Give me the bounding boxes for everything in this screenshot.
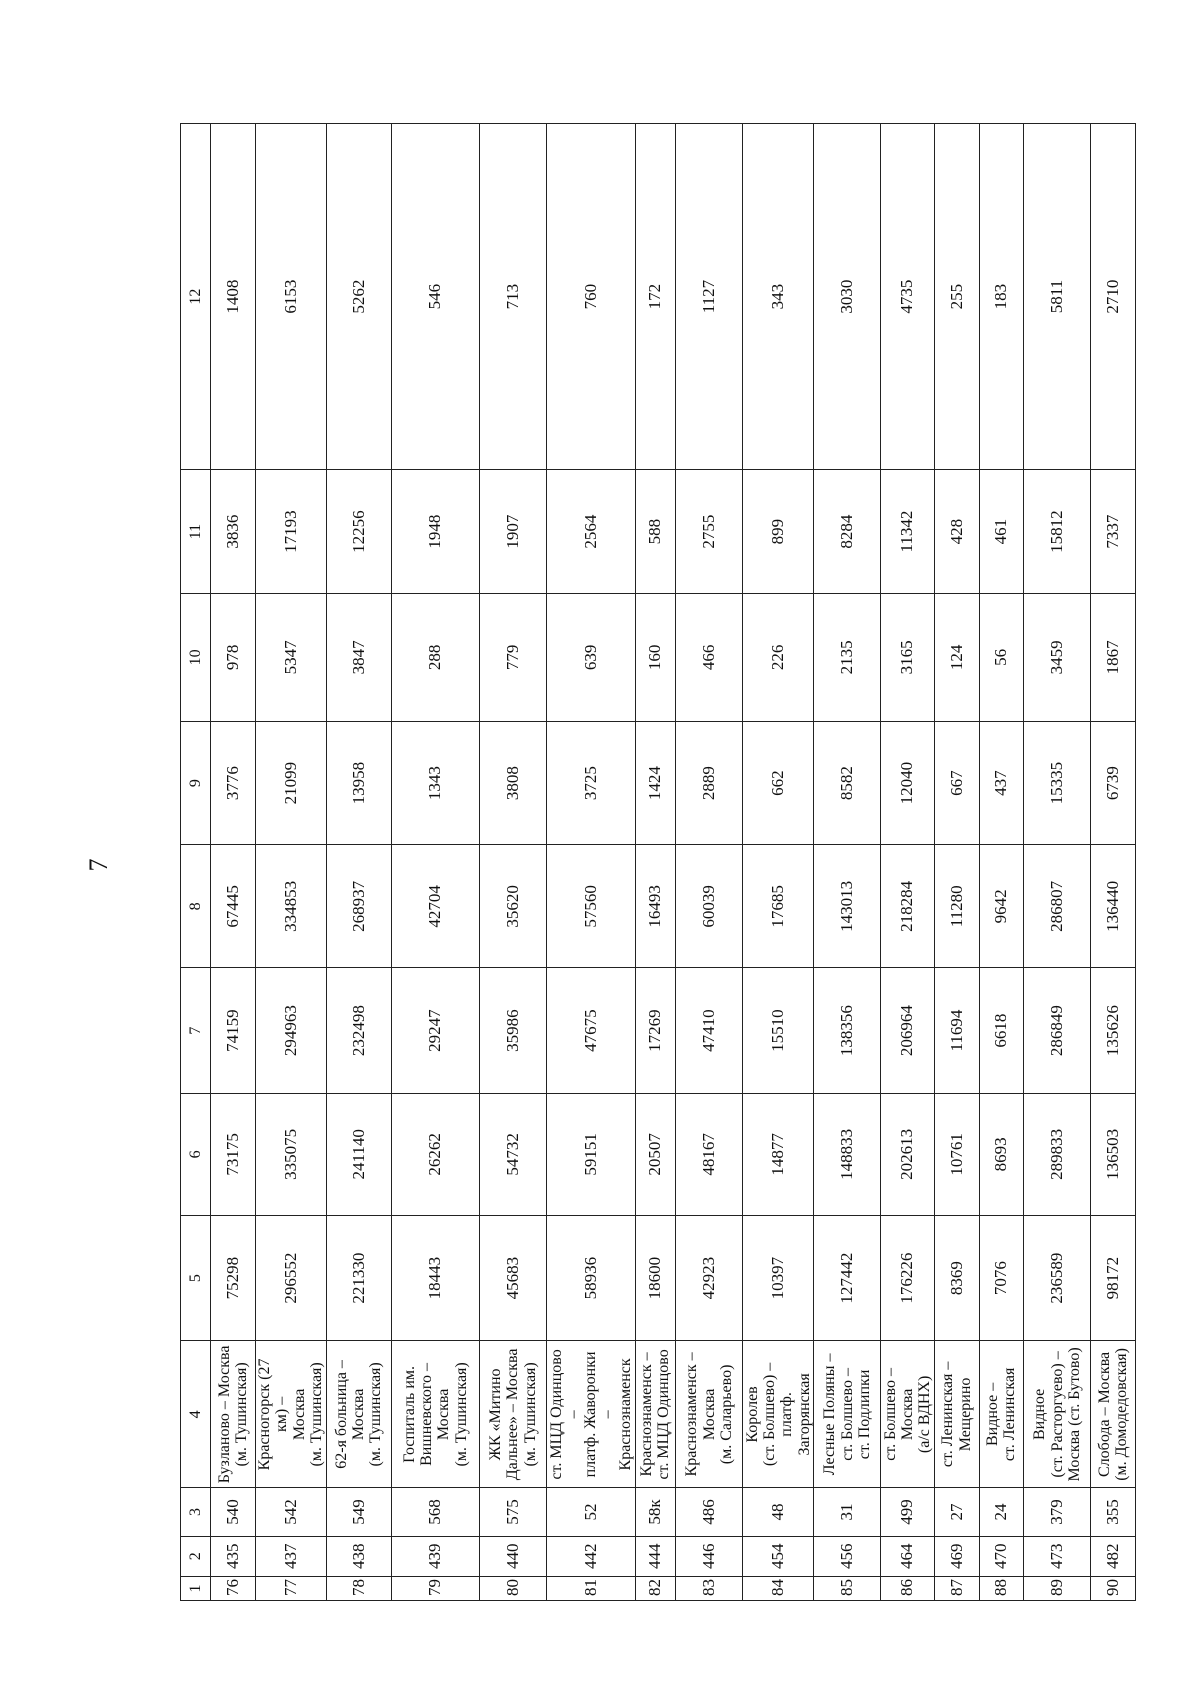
table-cell: 473 — [1024, 1536, 1091, 1576]
table-cell: 17685 — [743, 845, 814, 968]
table-cell: 3836 — [211, 470, 256, 594]
table-body — [211, 124, 1136, 1601]
column-header-2: 2 — [181, 1536, 211, 1576]
table-row — [814, 124, 881, 1601]
table-cell: 1343 — [391, 721, 479, 845]
table-cell: 3847 — [326, 593, 391, 721]
table-row — [480, 124, 547, 1601]
table-cell: 469 — [934, 1536, 979, 1576]
table-cell: 444 — [635, 1536, 676, 1576]
column-header-3: 3 — [181, 1488, 211, 1536]
table-cell: 82 — [635, 1576, 676, 1600]
column-header-8: 8 — [181, 845, 211, 968]
table-row — [676, 124, 743, 1601]
table-cell: 437 — [979, 721, 1024, 845]
table-cell: 202613 — [881, 1093, 935, 1215]
table-cell: 343 — [743, 124, 814, 470]
table-cell: 438 — [326, 1536, 391, 1576]
table-cell: 42704 — [391, 845, 479, 968]
table-cell: 286807 — [1024, 845, 1091, 968]
table-row — [391, 124, 479, 1601]
table-cell: 294963 — [255, 968, 326, 1094]
table-cell: 138356 — [814, 968, 881, 1094]
table-cell: 26262 — [391, 1093, 479, 1215]
table-cell: 206964 — [881, 968, 935, 1094]
column-header-5: 5 — [181, 1215, 211, 1341]
table-cell: 428 — [934, 470, 979, 594]
table-cell: 86 — [881, 1576, 935, 1600]
table-cell: 221330 — [326, 1215, 391, 1341]
table-cell: 127442 — [814, 1215, 881, 1341]
route-cell: ст. Болшево – Москва (а/с ВДНХ) — [881, 1341, 935, 1488]
table-cell: 47675 — [547, 968, 636, 1094]
table-row — [979, 124, 1024, 1601]
table-cell: 296552 — [255, 1215, 326, 1341]
table-cell: 57560 — [547, 845, 636, 968]
table-cell: 8369 — [934, 1215, 979, 1341]
table-cell: 3776 — [211, 721, 256, 845]
table-cell: 15812 — [1024, 470, 1091, 594]
table-cell: 56 — [979, 593, 1024, 721]
table-cell: 639 — [547, 593, 636, 721]
table-cell: 268937 — [326, 845, 391, 968]
table-cell: 760 — [547, 124, 636, 470]
table-cell: 5262 — [326, 124, 391, 470]
table-cell: 48 — [743, 1488, 814, 1536]
table-cell: 7337 — [1091, 470, 1136, 594]
column-header-7: 7 — [181, 968, 211, 1094]
table-cell: 355 — [1091, 1488, 1136, 1536]
table-cell: 42923 — [676, 1215, 743, 1341]
route-cell: Госпиталь им. Вишневского – Москва (м. Тушинская) — [391, 1341, 479, 1488]
table-row — [211, 124, 256, 1601]
table-cell: 29247 — [391, 968, 479, 1094]
route-cell: Лесные Поляны – ст. Болшево – ст. Подлипки — [814, 1341, 881, 1488]
table-cell: 58к — [635, 1488, 676, 1536]
table-cell: 3165 — [881, 593, 935, 721]
table-cell: 176226 — [881, 1215, 935, 1341]
table-cell: 6739 — [1091, 721, 1136, 845]
table-cell: 486 — [676, 1488, 743, 1536]
table-row — [1024, 124, 1091, 1601]
table-cell: 6618 — [979, 968, 1024, 1094]
table-cell: 136440 — [1091, 845, 1136, 968]
table-cell: 236589 — [1024, 1215, 1091, 1341]
route-cell: ст. МЦД Одинцово – платф. Жаворонки – Краснознаменск — [547, 1341, 636, 1488]
column-header-9: 9 — [181, 721, 211, 845]
table-cell: 58936 — [547, 1215, 636, 1341]
table-cell: 20507 — [635, 1093, 676, 1215]
table-cell: 11342 — [881, 470, 935, 594]
table-cell: 8284 — [814, 470, 881, 594]
table-cell: 135626 — [1091, 968, 1136, 1094]
table-cell: 3030 — [814, 124, 881, 470]
table-cell: 5347 — [255, 593, 326, 721]
route-cell: ЖК «Митино Дальнее» – Москва (м. Тушинская) — [480, 1341, 547, 1488]
table-cell: 124 — [934, 593, 979, 721]
table-row — [934, 124, 979, 1601]
table-cell: 73175 — [211, 1093, 256, 1215]
table-cell: 90 — [1091, 1576, 1136, 1600]
table-cell: 335075 — [255, 1093, 326, 1215]
table-cell: 143013 — [814, 845, 881, 968]
table-cell: 899 — [743, 470, 814, 594]
table-cell: 27 — [934, 1488, 979, 1536]
table-cell: 13958 — [326, 721, 391, 845]
table-cell: 35620 — [480, 845, 547, 968]
column-header-6: 6 — [181, 1093, 211, 1215]
table-cell: 1867 — [1091, 593, 1136, 721]
table-cell: 549 — [326, 1488, 391, 1536]
table-cell: 74159 — [211, 968, 256, 1094]
table-cell: 779 — [480, 593, 547, 721]
table-cell: 3725 — [547, 721, 636, 845]
route-cell: Бузланово – Москва (м. Тушинская) — [211, 1341, 256, 1488]
table-row — [881, 124, 935, 1601]
table-cell: 59151 — [547, 1093, 636, 1215]
table-cell: 232498 — [326, 968, 391, 1094]
table-cell: 24 — [979, 1488, 1024, 1536]
table-cell: 1907 — [480, 470, 547, 594]
table-cell: 160 — [635, 593, 676, 721]
table-cell: 255 — [934, 124, 979, 470]
table-cell: 546 — [391, 124, 479, 470]
table-cell: 456 — [814, 1536, 881, 1576]
table-cell: 1408 — [211, 124, 256, 470]
table-cell: 3808 — [480, 721, 547, 845]
table-cell: 1127 — [676, 124, 743, 470]
table-cell: 17193 — [255, 470, 326, 594]
route-cell: ст. Ленинская – Мещерино — [934, 1341, 979, 1488]
table-cell: 17269 — [635, 968, 676, 1094]
table-cell: 439 — [391, 1536, 479, 1576]
table-cell: 442 — [547, 1536, 636, 1576]
table-cell: 588 — [635, 470, 676, 594]
table-cell: 136503 — [1091, 1093, 1136, 1215]
table-cell: 148833 — [814, 1093, 881, 1215]
route-cell: Слобода – Москва (м. Домодедовская) — [1091, 1341, 1136, 1488]
table-row — [547, 124, 636, 1601]
table-row — [255, 124, 326, 1601]
table-cell: 289833 — [1024, 1093, 1091, 1215]
table-cell: 18443 — [391, 1215, 479, 1341]
table-cell: 87 — [934, 1576, 979, 1600]
table-cell: 466 — [676, 593, 743, 721]
column-header-12: 12 — [181, 124, 211, 470]
table-cell: 60039 — [676, 845, 743, 968]
table-cell: 540 — [211, 1488, 256, 1536]
table-cell: 575 — [480, 1488, 547, 1536]
table-cell: 568 — [391, 1488, 479, 1536]
table-cell: 11694 — [934, 968, 979, 1094]
table-cell: 218284 — [881, 845, 935, 968]
table-cell: 11280 — [934, 845, 979, 968]
route-cell: Краснознаменск – Москва (м. Саларьево) — [676, 1341, 743, 1488]
table-cell: 18600 — [635, 1215, 676, 1341]
table-cell: 499 — [881, 1488, 935, 1536]
table-cell: 667 — [934, 721, 979, 845]
table-cell: 45683 — [480, 1215, 547, 1341]
table-cell: 15335 — [1024, 721, 1091, 845]
column-header-11: 11 — [181, 470, 211, 594]
table-cell: 4735 — [881, 124, 935, 470]
table-cell: 98172 — [1091, 1215, 1136, 1341]
table-cell: 78 — [326, 1576, 391, 1600]
table-cell: 2755 — [676, 470, 743, 594]
table-cell: 172 — [635, 124, 676, 470]
table-header-row — [181, 124, 211, 1601]
table-cell: 7076 — [979, 1215, 1024, 1341]
table-row — [635, 124, 676, 1601]
route-cell: Видное (ст. Расторгуево) – Москва (ст. Бутово) — [1024, 1341, 1091, 1488]
table-cell: 482 — [1091, 1536, 1136, 1576]
table-cell: 6153 — [255, 124, 326, 470]
table-cell: 334853 — [255, 845, 326, 968]
table-cell: 15510 — [743, 968, 814, 1094]
table-row — [743, 124, 814, 1601]
table-cell: 47410 — [676, 968, 743, 1094]
table-cell: 85 — [814, 1576, 881, 1600]
table-cell: 2564 — [547, 470, 636, 594]
table-cell: 75298 — [211, 1215, 256, 1341]
table-cell: 2889 — [676, 721, 743, 845]
table-cell: 88 — [979, 1576, 1024, 1600]
table-cell: 461 — [979, 470, 1024, 594]
table-cell: 454 — [743, 1536, 814, 1576]
table-cell: 226 — [743, 593, 814, 721]
route-cell: Краснознаменск – ст. МЦД Одинцово — [635, 1341, 676, 1488]
route-cell: Красногорск (27 км) – Москва (м. Тушинская) — [255, 1341, 326, 1488]
table-cell: 83 — [676, 1576, 743, 1600]
table-row — [1091, 124, 1136, 1601]
table-cell: 9642 — [979, 845, 1024, 968]
table-cell: 978 — [211, 593, 256, 721]
table-cell: 241140 — [326, 1093, 391, 1215]
table-cell: 10397 — [743, 1215, 814, 1341]
table-cell: 16493 — [635, 845, 676, 968]
table-cell: 2135 — [814, 593, 881, 721]
table-cell: 31 — [814, 1488, 881, 1536]
table-cell: 12040 — [881, 721, 935, 845]
table-cell: 437 — [255, 1536, 326, 1576]
table-cell: 713 — [480, 124, 547, 470]
table-cell: 12256 — [326, 470, 391, 594]
table-cell: 84 — [743, 1576, 814, 1600]
table-cell: 464 — [881, 1536, 935, 1576]
table-cell: 662 — [743, 721, 814, 845]
table-cell: 67445 — [211, 845, 256, 968]
table-cell: 81 — [547, 1576, 636, 1600]
table-cell: 8693 — [979, 1093, 1024, 1215]
route-cell: Королев (ст. Болшево) – платф. Загорянская — [743, 1341, 814, 1488]
route-cell: Видное – ст. Ленинская — [979, 1341, 1024, 1488]
table-cell: 470 — [979, 1536, 1024, 1576]
table-cell: 435 — [211, 1536, 256, 1576]
table-cell: 5811 — [1024, 124, 1091, 470]
column-header-4: 4 — [181, 1341, 211, 1488]
table-cell: 79 — [391, 1576, 479, 1600]
table-cell: 14877 — [743, 1093, 814, 1215]
table-cell: 288 — [391, 593, 479, 721]
table-cell: 8582 — [814, 721, 881, 845]
table-cell: 183 — [979, 124, 1024, 470]
column-header-1: 1 — [181, 1576, 211, 1600]
table-cell: 48167 — [676, 1093, 743, 1215]
table-row — [326, 124, 391, 1601]
table-cell: 89 — [1024, 1576, 1091, 1600]
table-cell: 1424 — [635, 721, 676, 845]
table-cell: 440 — [480, 1536, 547, 1576]
table-cell: 35986 — [480, 968, 547, 1094]
table-cell: 21099 — [255, 721, 326, 845]
column-header-10: 10 — [181, 593, 211, 721]
table-cell: 10761 — [934, 1093, 979, 1215]
page-number: 7 — [84, 858, 113, 872]
table-cell: 77 — [255, 1576, 326, 1600]
table-cell: 80 — [480, 1576, 547, 1600]
table-cell: 542 — [255, 1488, 326, 1536]
table-cell: 2710 — [1091, 124, 1136, 470]
table-cell: 379 — [1024, 1488, 1091, 1536]
table-cell: 1948 — [391, 470, 479, 594]
table-cell: 286849 — [1024, 968, 1091, 1094]
table-rotation-wrapper — [180, 123, 1136, 1601]
table-cell: 52 — [547, 1488, 636, 1536]
route-cell: 62-я больница – Москва (м. Тушинская) — [326, 1341, 391, 1488]
table-cell: 54732 — [480, 1093, 547, 1215]
table-cell: 446 — [676, 1536, 743, 1576]
table-cell: 76 — [211, 1576, 256, 1600]
data-table — [180, 123, 1136, 1601]
table-cell: 3459 — [1024, 593, 1091, 721]
